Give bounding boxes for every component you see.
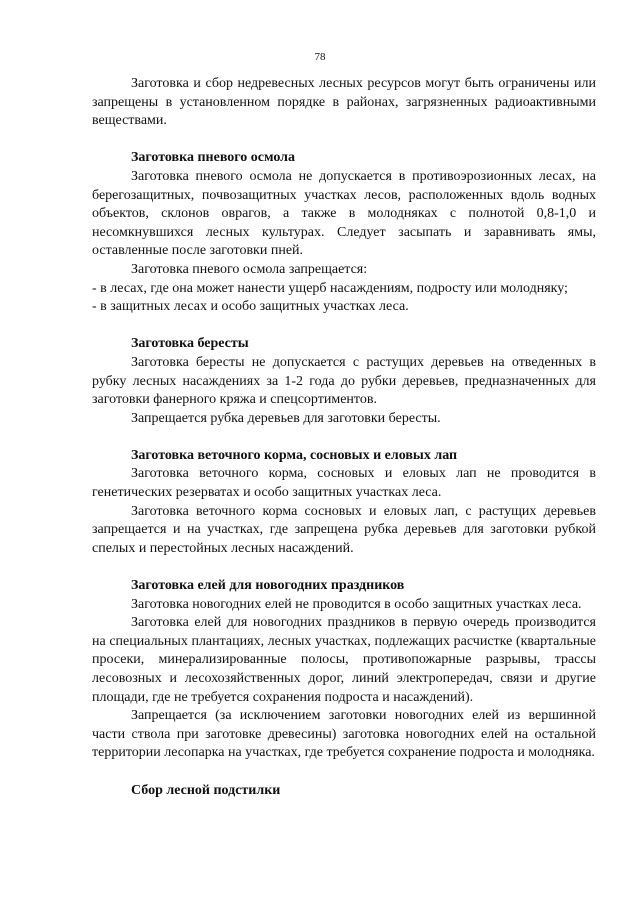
section-gap: [92, 317, 596, 336]
paragraph: Запрещается рубка деревьев для заготовки бересты.: [131, 410, 441, 426]
paragraph: Заготовка веточного корма, сосновых и еловых лап не проводится в генетических резерватах и особо защитных участках леса.: [92, 466, 596, 501]
section-gap: [92, 558, 596, 577]
paragraph: Заготовка бересты не допускается с растущих деревьев на отведенных в рубку лесных насаждениях за 1-2 года до рубки деревьев, предназначенных для заготовки фанерного кряжа и спецсортиментов.: [92, 354, 596, 408]
paragraph: Заготовка новогодних елей не проводится в особо защитных участках леса.: [131, 596, 582, 612]
paragraph: Заготовка елей для новогодних праздников в первую очередь производится на специальных плантациях, лесных участках, подлежащих расчистке (квартальные просеки, минерализированные полосы, противопожарные разрывы, трассы лесовозных и лесохозяйственных дорог, линий электропередач, связи и другие площади, где не требуется сохранения подроста и насаждений).: [92, 615, 596, 705]
page-content: [92, 75, 596, 800]
section-gap: [92, 763, 596, 782]
section-heading-new-year-trees: Заготовка елей для новогодних праздников: [131, 578, 405, 594]
list-item: - в лесах, где она может нанести ущерб насаждениям, подросту или молодняку;: [92, 280, 568, 296]
section-heading-forest-litter: Сбор лесной подстилки: [131, 782, 281, 798]
section-heading-birch-bark: Заготовка бересты: [131, 336, 249, 352]
list-item: - в защитных лесах и особо защитных участках леса.: [92, 299, 409, 315]
section-heading-resin: Заготовка пневого осмола: [131, 150, 296, 166]
intro-paragraph: Заготовка и сбор недревесных лесных ресурсов могут быть ограничены или запрещены в установленном порядке в районах, загрязненных радиоактивными веществами.: [92, 76, 596, 129]
section-gap: [92, 131, 596, 150]
paragraph: Заготовка пневого осмола запрещается:: [131, 261, 368, 277]
page-number: 78: [314, 51, 326, 63]
section-gap: [92, 428, 596, 447]
section-heading-branch-fodder: Заготовка веточного корма, сосновых и еловых лап: [131, 447, 458, 463]
paragraph: Заготовка веточного корма сосновых и еловых лап, с растущих деревьев запрещается и на участках, где запрещена рубка деревьев для заготовки рубкой спелых и перестойных лесных насаждений.: [92, 503, 596, 556]
paragraph: Запрещается (за исключением заготовки новогодних елей из вершинной части ствола при заготовке древесины) заготовка новогодних елей на остальной территории лесопарка на участках, где требуется сохранение подроста и молодняка.: [92, 708, 596, 761]
paragraph: Заготовка пневого осмола не допускается в противоэрозионных лесах, на берегозащитных, почвозащитных участках лесов, расположенных вдоль водных объектов, склонов оврагов, а также в молодняках с полнотой 0,8-1,0 и несомкнувшихся лесных культурах. Следует засыпать и заравнивать ямы, оставленные после заготовки пней.: [92, 168, 596, 259]
